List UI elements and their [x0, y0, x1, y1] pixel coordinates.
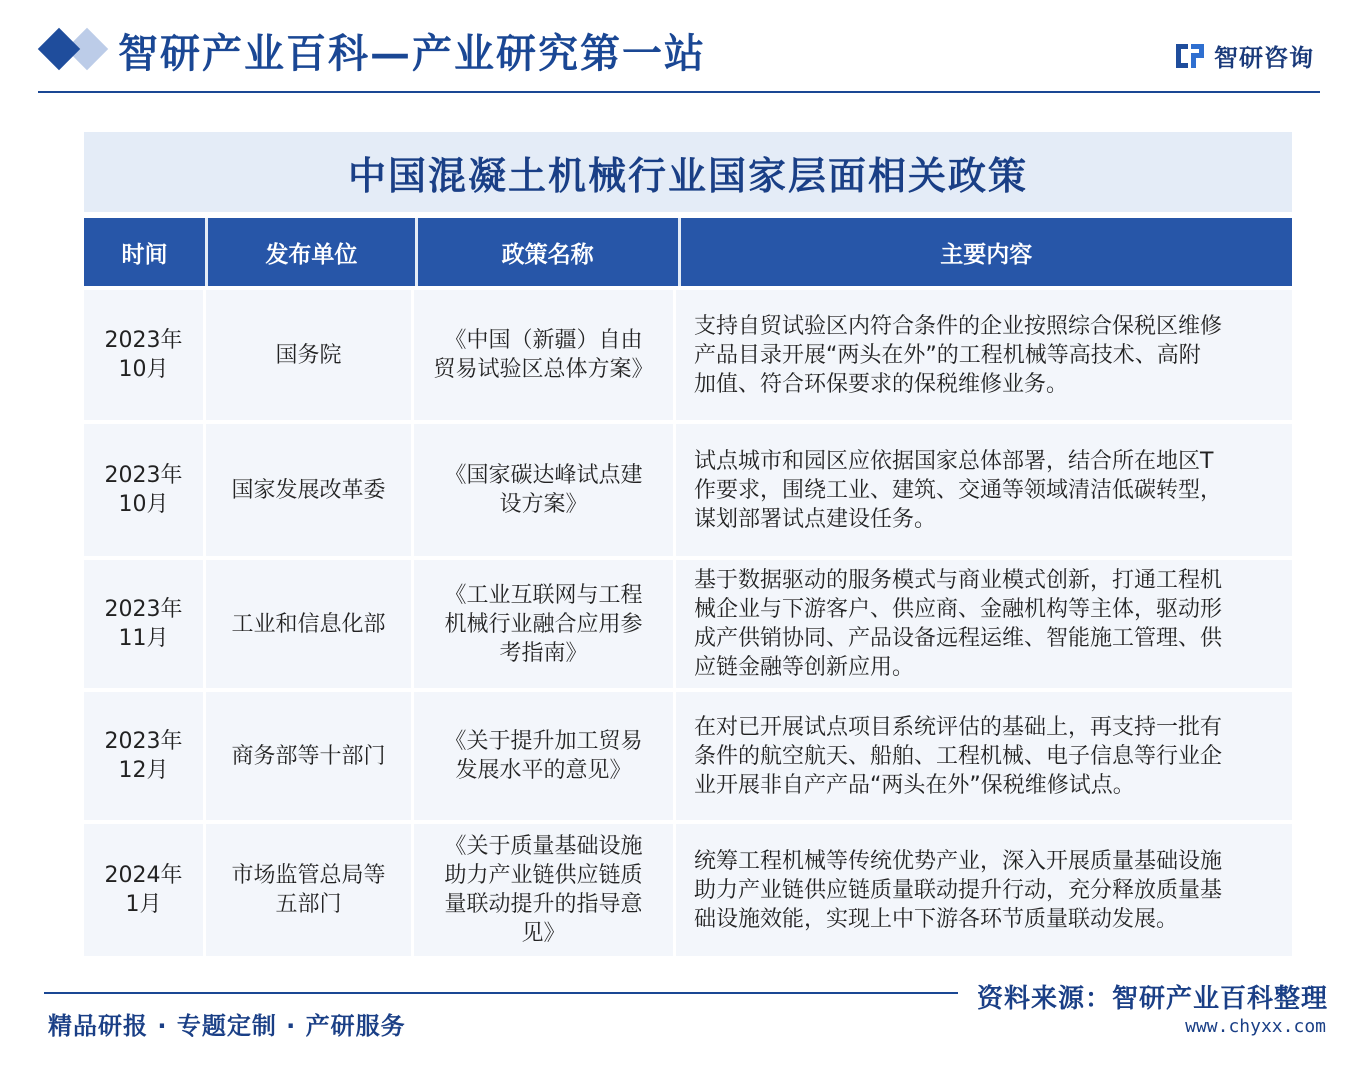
- cell-policy-line: 贸易试验区总体方案》: [433, 357, 654, 382]
- cell-policy: [414, 692, 676, 820]
- header-diamond-icon: [38, 28, 80, 70]
- brand[interactable]: [1174, 38, 1314, 73]
- cell-policy-line: 《关于质量基础设施: [444, 834, 643, 859]
- cell-issuer: [206, 692, 414, 820]
- cell-issuer-line: 国务院: [275, 342, 342, 368]
- header-divider: [38, 91, 1320, 93]
- cell-content-line: 谋划部署试点建设任务。: [694, 506, 937, 532]
- cell-content-line: 业开展非自产产品“两头在外”保税维修试点。: [694, 772, 1135, 798]
- table-header-row: [84, 218, 1292, 286]
- cell-content: [676, 424, 1292, 556]
- table-body: [84, 290, 1292, 956]
- footer-slogan: 精品研报 · 专题定制 · 产研服务: [48, 1012, 406, 1040]
- policy-table: [84, 132, 1292, 956]
- cell-policy-line: 机械行业融合应用参: [444, 611, 643, 637]
- cell-date-line: 12月: [118, 758, 169, 783]
- cell-content-line: 应链金融等创新应用。: [694, 655, 915, 680]
- cell-date-line: 2023年: [104, 463, 183, 488]
- table-row: [84, 692, 1292, 820]
- cell-policy: [414, 824, 676, 956]
- cell-date: [84, 824, 206, 956]
- cell-policy-line: 设方案》: [499, 492, 588, 517]
- cell-issuer: [206, 560, 414, 688]
- column-header-issuer: 发布单位: [208, 218, 417, 286]
- cell-issuer-line: 五部门: [275, 892, 342, 917]
- cell-issuer: [206, 824, 414, 956]
- cell-policy-line: 量联动提升的指导意: [444, 892, 643, 917]
- cell-date-line: 11月: [118, 626, 169, 651]
- cell-content-line: 基于数据驱动的服务模式与商业模式创新，打通工程机: [694, 568, 1223, 593]
- cell-policy-line: 发展水平的意见》: [455, 758, 632, 783]
- cell-content-line: 产品目录开展“两头在外”的工程机械等高技术、高附: [694, 342, 1201, 368]
- cell-content-line: 统筹工程机械等传统优势产业，深入开展质量基础设施: [694, 848, 1223, 874]
- cell-policy-line: 《工业互联网与工程: [444, 582, 643, 608]
- cell-issuer: [206, 290, 414, 420]
- cell-content-line: 条件的航空航天、船舶、工程机械、电子信息等行业企: [694, 743, 1223, 769]
- cell-issuer-line: 国家发展改革委: [231, 477, 386, 503]
- cell-content-line: 支持自贸试验区内符合条件的企业按照综合保税区维修: [694, 313, 1223, 339]
- table-row: [84, 424, 1292, 556]
- cell-policy-line: 《国家碳达峰试点建: [444, 463, 643, 488]
- website-link[interactable]: www.chyxx.com: [1185, 1016, 1326, 1037]
- cell-date: [84, 424, 206, 556]
- cell-date-line: 10月: [118, 357, 169, 382]
- cell-content-line: 加值、符合环保要求的保税维修业务。: [694, 371, 1069, 397]
- cell-date-line: 2024年: [104, 863, 183, 888]
- cell-issuer-line: 市场监管总局等: [231, 863, 386, 888]
- brand-name: 智研咨询: [1214, 44, 1314, 72]
- cell-content-line: 成产供销协同、产品设备远程运维、智能施工管理、供: [694, 626, 1223, 651]
- cell-date: [84, 290, 206, 420]
- cell-content: [676, 692, 1292, 820]
- cell-issuer-line: 工业和信息化部: [231, 611, 386, 637]
- column-header-date: 时间: [84, 218, 208, 286]
- column-header-content: 主要内容: [940, 241, 1033, 268]
- cell-date-line: 2023年: [104, 729, 183, 754]
- cell-content-line: 械企业与下游客户、供应商、金融机构等主体，驱动形: [694, 597, 1223, 622]
- cell-content-line: 作要求，围绕工业、建筑、交通等领域清洁低碳转型，: [694, 477, 1223, 503]
- table-row: [84, 824, 1292, 956]
- chyxx-logo-icon: [1174, 40, 1206, 72]
- cell-content-line: 础设施效能，实现上中下游各环节质量联动发展。: [694, 906, 1179, 932]
- cell-issuer: [206, 424, 414, 556]
- cell-date: [84, 692, 206, 820]
- cell-policy-line: 考指南》: [499, 640, 588, 666]
- cell-content: [676, 290, 1292, 420]
- cell-content: [676, 824, 1292, 956]
- cell-policy-line: 《中国（新疆）自由: [444, 328, 643, 353]
- cell-issuer-line: 商务部等十部门: [231, 743, 386, 769]
- cell-policy-line: 见》: [521, 921, 566, 946]
- cell-policy: [414, 560, 676, 688]
- cell-policy: [414, 424, 676, 556]
- site-title: 智研产业百科—产业研究第一站: [118, 30, 706, 77]
- cell-date-line: 2023年: [104, 597, 183, 622]
- cell-content-line: 试点城市和园区应依据国家总体部署，结合所在地区T: [694, 448, 1214, 474]
- table-row: [84, 290, 1292, 420]
- cell-policy-line: 助力产业链供应链质: [444, 863, 643, 888]
- cell-policy: [414, 290, 676, 420]
- cell-date-line: 10月: [118, 492, 169, 517]
- cell-content-line: 在对已开展试点项目系统评估的基础上，再支持一批有: [694, 714, 1223, 740]
- page-header: [0, 0, 1358, 100]
- cell-date-line: 2023年: [104, 328, 183, 353]
- footer-divider: [44, 992, 958, 994]
- cell-content: [676, 560, 1292, 688]
- cell-policy-line: 《关于提升加工贸易: [444, 729, 643, 754]
- cell-date: [84, 560, 206, 688]
- table-row: [84, 560, 1292, 688]
- cell-date-line: 1月: [125, 892, 162, 917]
- cell-content-line: 助力产业链供应链质量联动提升行动，充分释放质量基: [694, 877, 1223, 903]
- column-header-policy: 政策名称: [418, 218, 681, 286]
- table-title: 中国混凝土机械行业国家层面相关政策: [84, 132, 1292, 212]
- source-note: 资料来源：智研产业百科整理: [976, 984, 1328, 1014]
